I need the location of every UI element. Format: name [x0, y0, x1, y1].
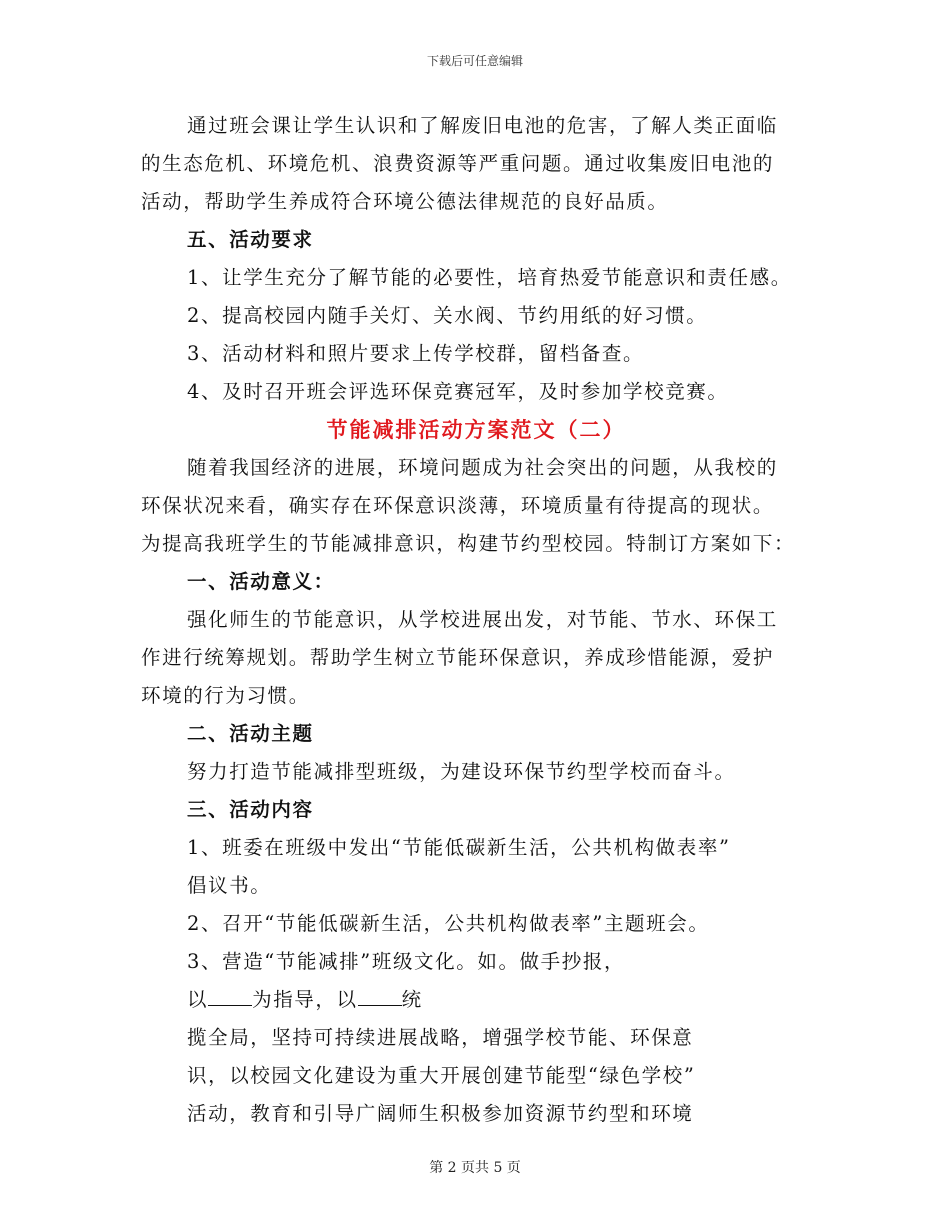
paragraph-line: 揽全局，坚持可持续进展战略，增强学校节能、环保意	[187, 1026, 694, 1049]
text-fragment: 以	[187, 988, 209, 1011]
list-item: 1、让学生充分了解节能的必要性，培育热爱节能意识和责任感。	[187, 266, 792, 289]
list-item: 2、提高校园内随手关灯、关水阀、节约用纸的好习惯。	[187, 304, 708, 327]
paragraph-line: 的生态危机、环境危机、浪费资源等严重问题。通过收集废旧电池的	[141, 152, 775, 175]
paragraph-line: 随着我国经济的进展，环境问题成为社会突出的问题，从我校的	[187, 456, 778, 479]
list-item: 3、活动材料和照片要求上传学校群，留档备查。	[187, 342, 645, 365]
text-fragment: 统	[401, 988, 423, 1011]
list-item: 4、及时召开班会评选环保竞赛冠军，及时参加学校竞赛。	[187, 380, 729, 403]
paragraph-line: 为提高我班学生的节能减排意识，构建节约型校园。特制订方案如下：	[141, 532, 796, 555]
paragraph-line-with-blanks	[141, 981, 811, 1019]
section-heading-meaning: 一、活动意义：	[187, 570, 335, 593]
list-item: 1、班委在班级中发出“节能低碳新生活，公共机构做表率”	[187, 836, 731, 859]
page-footer: 第 2 页共 5 页	[429, 1160, 521, 1176]
paragraph-line: 通过班会课让学生认识和了解废旧电池的危害，了解人类正面临	[187, 114, 778, 137]
paragraph-line: 环保状况来看，确实存在环保意识淡薄，环境质量有待提高的现状。	[141, 494, 775, 517]
list-item: 3、营造“节能减排”班级文化。如。做手抄报，	[187, 950, 626, 973]
page-header: 下载后可任意编辑	[426, 54, 523, 68]
paragraph-line: 识，以校园文化建设为重大开展创建节能型“绿色学校”	[187, 1064, 696, 1087]
paragraph-line: 活动，帮助学生养成符合环境公德法律规范的良好品质。	[141, 190, 669, 213]
paragraph-line: 活动，教育和引导广阔师生积极参加资源节约型和环境	[187, 1102, 694, 1125]
document-title: 节能减排活动方案范文（二）	[326, 417, 626, 442]
section-heading-theme: 二、活动主题	[187, 722, 314, 745]
paragraph-line: 强化师生的节能意识，从学校进展出发，对节能、节水、环保工	[187, 608, 778, 631]
list-item: 2、召开“节能低碳新生活，公共机构做表率”主题班会。	[187, 912, 710, 935]
blank-underline	[208, 987, 252, 1006]
paragraph-line: 环境的行为习惯。	[141, 684, 310, 707]
paragraph-line: 倡议书。	[187, 874, 272, 897]
paragraph-line: 努力打造节能减排型班级，为建设环保节约型学校而奋斗。	[187, 760, 736, 783]
section-heading-requirements: 五、活动要求	[187, 228, 314, 251]
text-fragment: 为指导，以	[252, 988, 358, 1011]
document-body	[141, 107, 811, 1133]
section-heading-content: 三、活动内容	[187, 798, 314, 821]
blank-underline	[358, 987, 402, 1006]
paragraph-line: 作进行统筹规划。帮助学生树立节能环保意识，养成珍惜能源，爱护	[141, 646, 775, 669]
